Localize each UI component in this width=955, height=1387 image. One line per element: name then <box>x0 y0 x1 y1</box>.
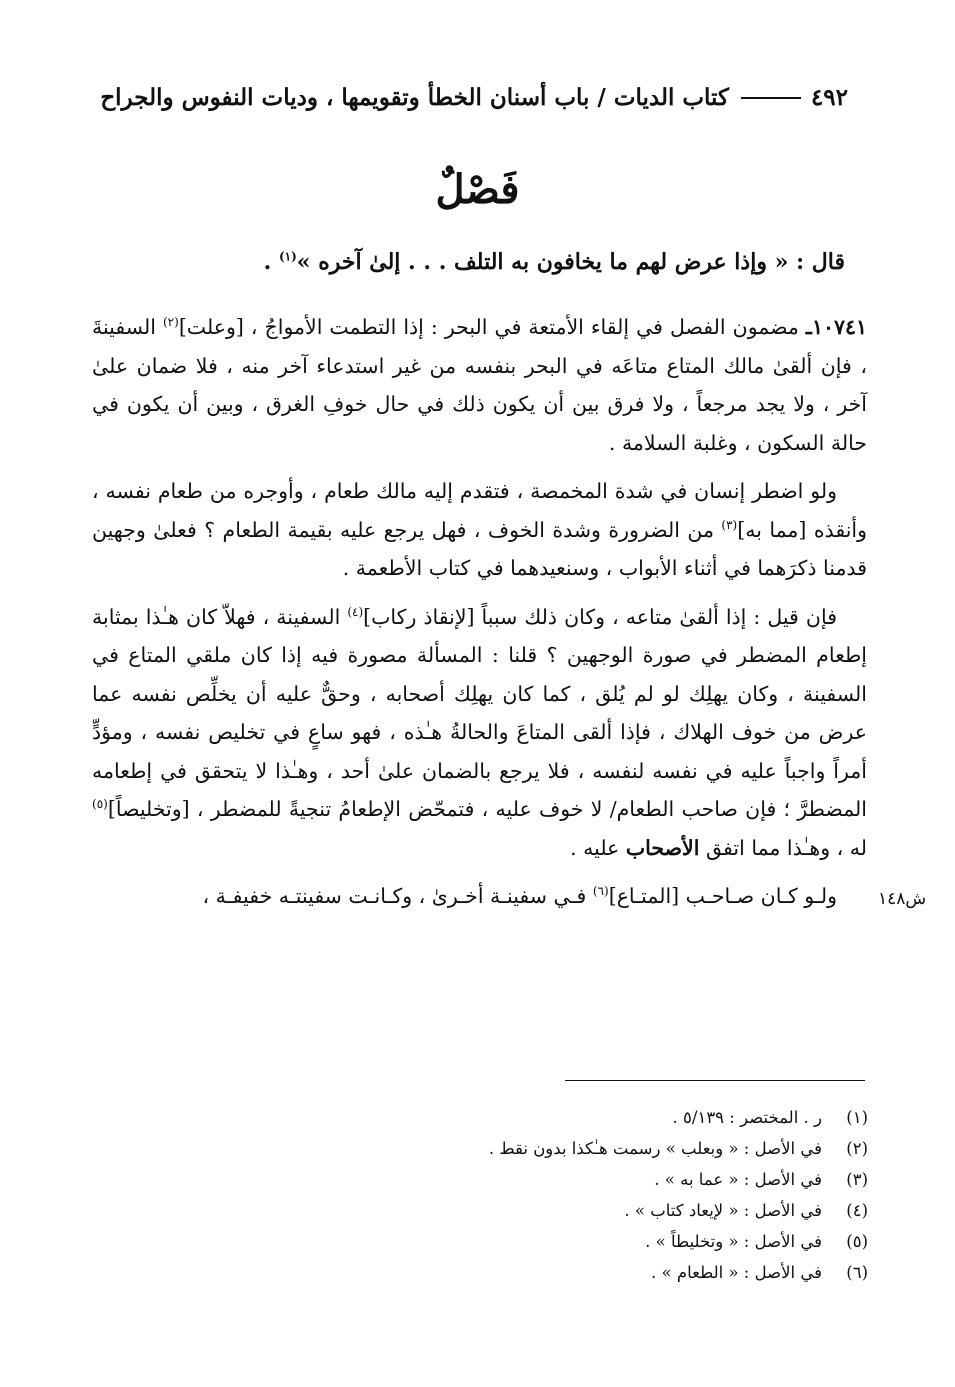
footnote-ref: (٦) <box>592 884 609 899</box>
running-title: كتاب الديات / باب أسنان الخطأ وتقويمها ، وديات النفوس والجراح <box>100 84 729 111</box>
footnote-number: (٥) <box>846 1232 868 1251</box>
text-run: فإن قيل : إذا ألقىٰ متاعه ، وكان ذلك سبباً [لإنقاذ ركاب] <box>363 604 837 629</box>
footnote-separator <box>565 1080 865 1081</box>
footnote-item <box>300 1195 868 1226</box>
running-header <box>92 84 848 111</box>
text-run: من الضرورة وشدة الخوف ، فهل يرجع عليه بقيمة الطعام ؟ فعلىٰ وجهين قدمنا ذكرَهما في أثناء الأبواب ، وسنعيدهما في كتاب الأطعمة . <box>92 517 867 580</box>
footnote-text: في الأصل : « وبعلب » رسمت هـٰكذا بدون نقط . <box>488 1139 822 1158</box>
text-run: له ، وهـٰذا مما اتفق <box>699 835 867 860</box>
text-run: فـي سفينـة أخـرىٰ ، وكـانـت سفينتـه خفيفـة ، <box>202 884 593 908</box>
footnote-text: ر . المختصر : ٥/١٣٩ . <box>672 1108 822 1127</box>
footnote-number: (١) <box>846 1108 868 1127</box>
text-run: مضمون الفصل في إلقاء الأمتعة في البحر : إذا التطمت الأمواجُ ، [وعلت] <box>178 315 806 339</box>
paragraph-2 <box>92 472 867 588</box>
footnote-text: في الأصل : « الطعام » . <box>651 1263 822 1282</box>
footnotes <box>300 1102 868 1288</box>
section-title: فَصْلٌ <box>435 166 520 213</box>
footnote-ref: (١) <box>278 249 297 264</box>
page-number: ٤٩٢ <box>810 84 848 111</box>
footnote-number: (٤) <box>846 1201 868 1220</box>
paragraph-3 <box>92 598 867 868</box>
footnote-ref: (٤) <box>347 604 364 619</box>
footnote-ref: (٣) <box>721 517 738 532</box>
footnote-text: في الأصل : « وتخليطاً » . <box>645 1232 822 1251</box>
footnote-item <box>300 1102 868 1133</box>
footnote-item <box>300 1257 868 1288</box>
footnote-ref: (٥) <box>92 797 108 812</box>
footnote-text: في الأصل : « لإيعاد كتاب » . <box>624 1201 822 1220</box>
text-run: ولو اضطر إنسان في شدة المخمصة ، فتقدم إليه مالك طعام ، وأوجره من طعام نفسه ، وأنقذه [مما به] <box>92 479 867 542</box>
quote-text: قال : « وإذا عرض لهم ما يخافون به التلف . . . إلىٰ آخره » <box>296 249 845 275</box>
footnote-number: (٢) <box>846 1139 868 1158</box>
paragraph-4 <box>92 877 867 916</box>
text-run: السفينة ، فهلاّ كان هـٰذا بمثابة إطعام المضطر في صورة الوجهين ؟ قلنا : المسألة مصورة فيه إذا كان ملقي المتاع في السفينة ، وكان يهلِك لو لم يُلق ، كما كان يهلِك أصحابه ، وحقٌّ عليه أن يخلِّص نفسه عما عرض من خوف الهلاك ، فإذا ألقى المتاعَ والحالةُ هـٰذه ، فهو ساعٍ في تخليص نفسه ، ومؤدٍّ أمراً واجباً عليه في نفسه لنفسه ، فلا يرجع بالضمان علىٰ أحد ، وهـٰذا لا يتحقق في إطعامه المضطرَّ ؛ فإن صاحب الطعام/ لا خوف عليه ، فتمحّض الإطعامُ تنجيةً للمضطر ، [وتخليصاً] <box>92 604 867 821</box>
quoted-text-line <box>100 244 845 280</box>
bold-term: الأصحاب <box>625 835 700 860</box>
quote-end: . <box>263 249 279 275</box>
footnote-item <box>300 1164 868 1195</box>
footnote-number: (٣) <box>846 1170 868 1189</box>
text-run: ولـو كـان صـاحـب [المتـاع] <box>608 884 837 908</box>
text-run: السفينةَ ، فإن ألقىٰ مالك المتاع متاعَه في البحر بنفسه من غير استدعاء آخر منه ، فلا ضمان علىٰ آخر ، ولا يجد مرجعاً ، ولا فرق بين أن يكون ذلك في حال خوفِ الغرق ، وبين أن يكون في حالة السكون ، وغلبة السلامة . <box>92 315 867 455</box>
footnote-text: في الأصل : « عما به » . <box>654 1170 822 1189</box>
footnote-number: (٦) <box>846 1263 868 1282</box>
paragraph-number: ١٠٧٤١ـ <box>805 315 867 339</box>
text-run: عليه . <box>570 835 626 860</box>
footnote-item <box>300 1133 868 1164</box>
manuscript-folio-note: ش١٤٨ <box>878 889 927 909</box>
paragraph-1 <box>92 308 867 462</box>
header-rule <box>741 97 801 99</box>
footnote-ref: (٢) <box>162 315 179 330</box>
main-text <box>92 308 867 926</box>
footnote-item <box>300 1226 868 1257</box>
